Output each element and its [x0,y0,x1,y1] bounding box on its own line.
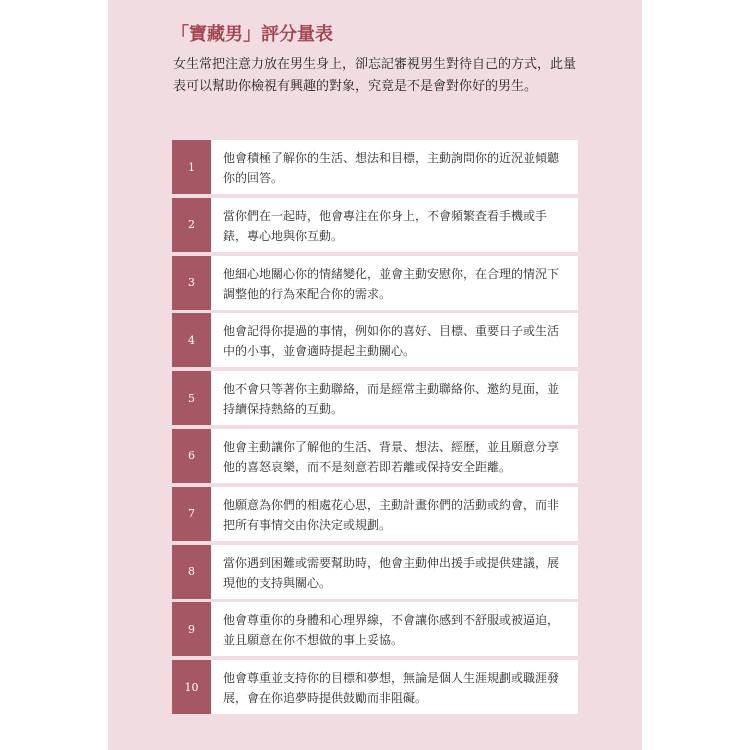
scale-item [172,371,578,425]
item-number: 5 [172,371,211,425]
item-text: 他會記得你提過的事情，例如你的喜好、目標、重要日子或生活中的小事，並會適時提起主動關心。 [211,313,578,367]
item-text: 他會積極了解你的生活、想法和目標，主動詢問你的近況並傾聽你的回答。 [211,140,578,194]
scale-item [172,660,578,714]
item-text: 他會主動讓你了解他的生活、背景、想法、經歷，並且願意分享他的喜怒哀樂，而不是刻意若即若離或保持安全距離。 [211,429,578,483]
intro-paragraph: 女生常把注意力放在男生身上，卻忘記審視男生對待自己的方式，此量表可以幫助你檢視有興趣的對象，究竟是不是會對你好的男生。 [173,57,577,94]
item-number: 4 [172,313,211,367]
scale-item [172,140,578,194]
item-text: 他願意為你們的相處花心思，主動計畫你們的活動或約會，而非把所有事情交由你決定或規劃。 [211,487,578,541]
item-text: 他會尊重並支持你的目標和夢想，無論是個人生涯規劃或職涯發展，會在你追夢時提供鼓勵而非阻礙。 [211,660,578,714]
item-number: 10 [172,660,211,714]
item-text: 他會尊重你的身體和心理界線，不會讓你感到不舒服或被逼迫，並且願意在你不想做的事上妥協。 [211,602,578,656]
item-text: 他細心地關心你的情緒變化，並會主動安慰你，在合理的情況下調整他的行為來配合你的需求。 [211,256,578,310]
scale-item [172,602,578,656]
item-number: 8 [172,545,211,599]
item-text: 當你們在一起時，他會專注在你身上，不會頻繁查看手機或手錶，專心地與你互動。 [211,198,578,252]
page [108,0,642,750]
scale-item [172,313,578,367]
scale-list [172,140,578,718]
item-text: 當你遇到困難或需要幫助時，他會主動伸出援手或提供建議，展現他的支持與關心。 [211,545,578,599]
scale-item [172,487,578,541]
scale-item [172,256,578,310]
scale-item [172,545,578,599]
item-number: 3 [172,256,211,310]
item-number: 6 [172,429,211,483]
scale-item [172,429,578,483]
item-text: 他不會只等著你主動聯絡，而是經常主動聯絡你、邀約見面，並持續保持熱絡的互動。 [211,371,578,425]
item-number: 7 [172,487,211,541]
page-title: 「寶藏男」評分量表 [171,24,333,45]
item-number: 1 [172,140,211,194]
scale-item [172,198,578,252]
item-number: 9 [172,602,211,656]
item-number: 2 [172,198,211,252]
